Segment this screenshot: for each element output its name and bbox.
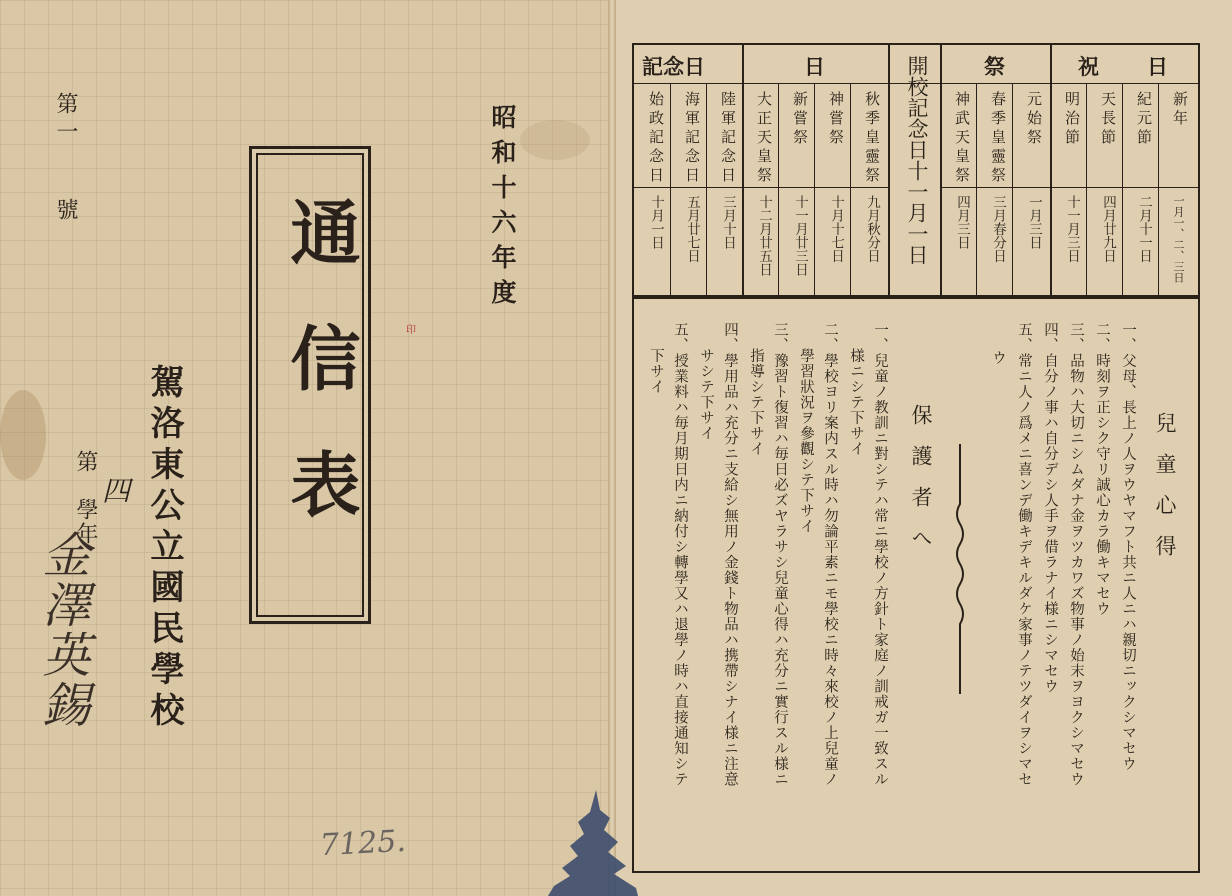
table-column-rule [670, 83, 671, 295]
children-rule: 三、品物ハ大切ニシムダナ金ヲツカワズ物事ノ始末ヲヨクシマセウ [1068, 322, 1084, 787]
guardian-rule: 指導シテ下サイ [748, 348, 764, 457]
holiday-name: 元始祭 [1025, 91, 1043, 148]
holiday-date: 十一月三日 [1064, 195, 1080, 263]
student-name-handwritten: 金澤英錫 [34, 530, 90, 730]
holiday-name: 大正天皇祭 [755, 91, 773, 186]
guardian-rule: 五、授業料ハ毎月期日内ニ納付シ轉學又ハ退學ノ時ハ直接通知シテ [672, 322, 688, 787]
table-column-rule [1086, 83, 1087, 295]
holiday-date: 三月十日 [720, 195, 736, 249]
children-rule: 四、自分ノ事ハ自分デシ人手ヲ借ラナイ様ニシマセウ [1042, 322, 1058, 694]
table-column-rule [1012, 83, 1013, 295]
table-column-rule [1050, 45, 1052, 295]
holiday-name: 天長節 [1099, 91, 1117, 148]
holiday-date: 三月春分日 [990, 195, 1006, 263]
volume-number-prefix: 第一 [53, 92, 78, 148]
table-column-rule [778, 83, 779, 295]
school-name: 駕洛東公立國民學校 [144, 364, 184, 733]
header-kinenbi: 記念日 [642, 54, 705, 79]
holiday-name: 始政記念日 [647, 91, 665, 186]
holiday-name: 新年 [1171, 91, 1189, 129]
holiday-date: 十一月廿三日 [792, 195, 808, 276]
section-divider [952, 444, 968, 694]
holiday-name: 春季皇靈祭 [989, 91, 1007, 186]
table-column-rule [1158, 83, 1159, 295]
table-column-rule [850, 83, 851, 295]
guardian-rule: 學習狀況ヲ參觀シテ下サイ [798, 348, 814, 534]
holiday-date: 一月一、二、三日 [1172, 195, 1185, 283]
children-rule: 二、時刻ヲ正シク守リ誠心カラ働キマセウ [1094, 322, 1110, 617]
guardian-rule: 四、學用品ハ充分ニ支給シ無用ノ金錢ト物品ハ携帶シナイ様ニ注意 [722, 322, 738, 787]
header-sai: 祭 [984, 54, 1005, 79]
table-column-rule [814, 83, 815, 295]
paper-stain [520, 120, 590, 160]
table-column-rule [888, 45, 890, 295]
holiday-date: 十二月廿五日 [756, 195, 772, 276]
children-rules-title: 兒童心得 [1153, 412, 1177, 576]
holiday-date: 四月廿九日 [1100, 195, 1116, 263]
holiday-name: 秋季皇靈祭 [863, 91, 881, 186]
children-rule: 一、父母、長上ノ人ヲウヤマフト共ニ人ニハ親切ニックシマセウ [1120, 322, 1136, 772]
holiday-date: 十月十七日 [828, 195, 844, 263]
table-column-rule [976, 83, 977, 295]
page-title: 通信表 [279, 196, 362, 574]
header-shukujitsu: 祝 日 [1078, 54, 1170, 79]
grade-label: 第 學年 [73, 450, 98, 546]
table-row-rule [940, 187, 1198, 188]
guardian-rule: 二、學校ヨリ案内スル時ハ勿論平素ニモ學校ニ時々來校ノ上兒童ノ [822, 322, 838, 787]
book-spine [608, 0, 616, 896]
holiday-table [632, 43, 1200, 297]
grade-handwritten: 四 [98, 476, 131, 504]
holiday-date: 二月十一日 [1136, 195, 1152, 263]
ink-blot [548, 790, 638, 896]
header-nichi: 日 [804, 54, 825, 79]
table-column-rule [1122, 83, 1123, 295]
guardian-rule: サシテ下サイ [698, 348, 714, 441]
holiday-date: 五月廿七日 [684, 195, 700, 263]
guardian-rule: 三、豫習ト復習ハ毎日必ズヤラサシ兒童心得ハ充分ニ實行スル様ニ [772, 322, 788, 787]
table-column-rule [706, 83, 707, 295]
children-rule: ウ [990, 350, 1006, 366]
children-rule: 五、常ニ人ノ爲メニ喜ンデ働キデキルダケ家事ノテツダイヲシマセ [1016, 322, 1032, 787]
red-seal-mark: 印 [406, 325, 416, 336]
volume-number-suffix: 號 [53, 198, 78, 220]
holiday-name: 神嘗祭 [827, 91, 845, 148]
rules-box [632, 297, 1200, 873]
table-column-rule [742, 45, 744, 295]
paper-stain [0, 390, 46, 480]
holiday-name: 陸軍記念日 [719, 91, 737, 186]
holiday-date: 十月一日 [648, 195, 664, 249]
holiday-name: 紀元節 [1135, 91, 1153, 148]
holiday-date: 四月三日 [954, 195, 970, 249]
founding-day: 開校記念日十一月一日 [905, 55, 929, 265]
holiday-date: 九月秋分日 [864, 195, 880, 263]
holiday-date: 一月三日 [1026, 195, 1042, 249]
fiscal-year: 昭和十六年度 [488, 104, 517, 314]
guardian-rule: 様ニシテ下サイ [848, 348, 864, 457]
guardian-rule: 下サイ [648, 348, 664, 395]
holiday-name: 明治節 [1063, 91, 1081, 148]
table-column-rule [940, 45, 942, 295]
guardian-rule: 一、兒童ノ教訓ニ對シテハ常ニ學校ノ方針ト家庭ノ訓戒ガ一致スル [872, 322, 888, 787]
guardian-rules-title: 保護者へ [909, 404, 933, 568]
holiday-name: 新嘗祭 [791, 91, 809, 148]
archive-number: 7125. [319, 823, 407, 864]
holiday-name: 海軍記念日 [683, 91, 701, 186]
holiday-name: 神武天皇祭 [953, 91, 971, 186]
